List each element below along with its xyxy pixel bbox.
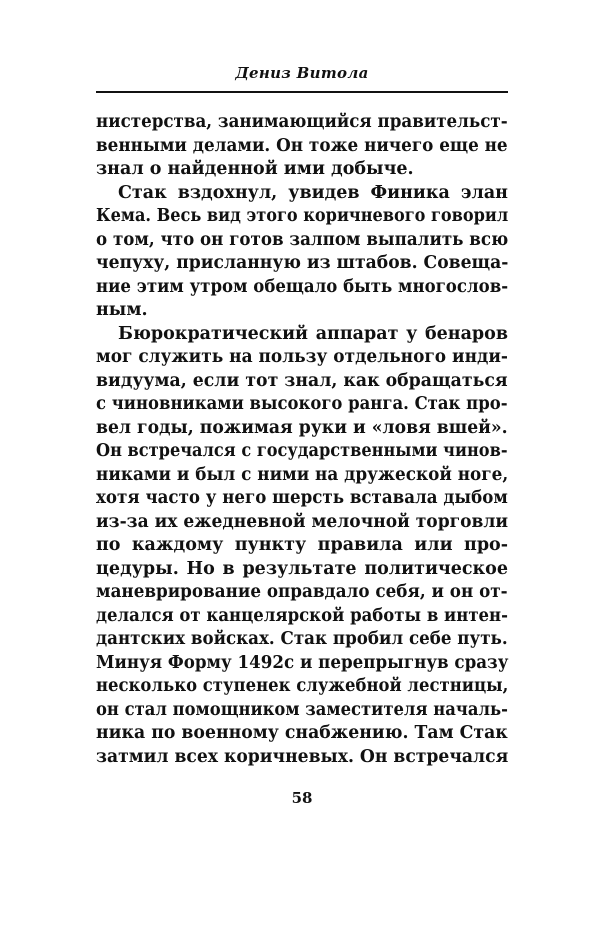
text-line: видуума, если тот знал, как обращаться <box>96 370 508 391</box>
paragraph <box>96 323 508 770</box>
text-line: ние этим утром обещало быть многослов- <box>96 276 509 297</box>
page-body <box>96 111 508 769</box>
paragraph <box>96 182 508 323</box>
text-line: маневрирование оправдало себя, и он от- <box>96 582 508 602</box>
text-line: с чиновниками высокого ранга. Стак про- <box>96 394 508 414</box>
paragraph <box>96 111 508 182</box>
text-line: чепуху, присланную из штабов. Совеща- <box>96 253 509 273</box>
running-head-author: Дениз Витола <box>235 64 369 82</box>
text-line: делался от канцелярской работы в интен- <box>96 605 508 626</box>
text-line: по каждому пункту правила или про- <box>96 535 508 555</box>
text-line: дантских войсках. Стак пробил себе путь. <box>96 629 508 649</box>
text-line: Он встречался с государственными чинов- <box>96 441 508 461</box>
text-line: ника по военному снабжению. Там Стак <box>96 723 508 743</box>
text-line: никами и был с ними на дружеской ноге, <box>96 464 509 485</box>
text-line: затмил всех коричневых. Он встречался <box>96 746 509 767</box>
text-line: венными делами. Он тоже ничего еще не <box>96 135 508 156</box>
text-line: Кема. Весь вид этого коричневого говорил <box>96 206 509 226</box>
text-line: Минуя Форму 1492с и перепрыгнув сразу <box>96 652 509 673</box>
text-line: хотя часто у него шерсть вставала дыбом <box>96 488 508 508</box>
text-line: он стал помощником заместителя началь- <box>96 699 508 720</box>
text-line: цедуры. Но в результате политическое <box>96 558 508 579</box>
text-line: мог служить на пользу отдельного инди- <box>96 347 508 367</box>
text-line: из-за их ежедневной мелочной торговли <box>96 511 509 532</box>
header-rule <box>96 91 508 93</box>
text-line: знал о найденной ими добыче. <box>96 159 414 179</box>
text-line: о том, что он готов залпом выпалить всю <box>96 229 509 250</box>
text-line: Стак вздохнул, увидев Финика элан <box>118 182 508 203</box>
text-line: ным. <box>96 300 148 320</box>
text-line: нистерства, занимающийся правительст- <box>96 112 508 132</box>
text-line: Бюрократический аппарат у бенаров <box>118 323 508 344</box>
text-line: несколько ступенек служебной лестницы, <box>96 676 509 696</box>
text-line: вел годы, пожимая руки и «ловя вшей». <box>96 417 508 438</box>
page-number: 58 <box>291 789 313 807</box>
